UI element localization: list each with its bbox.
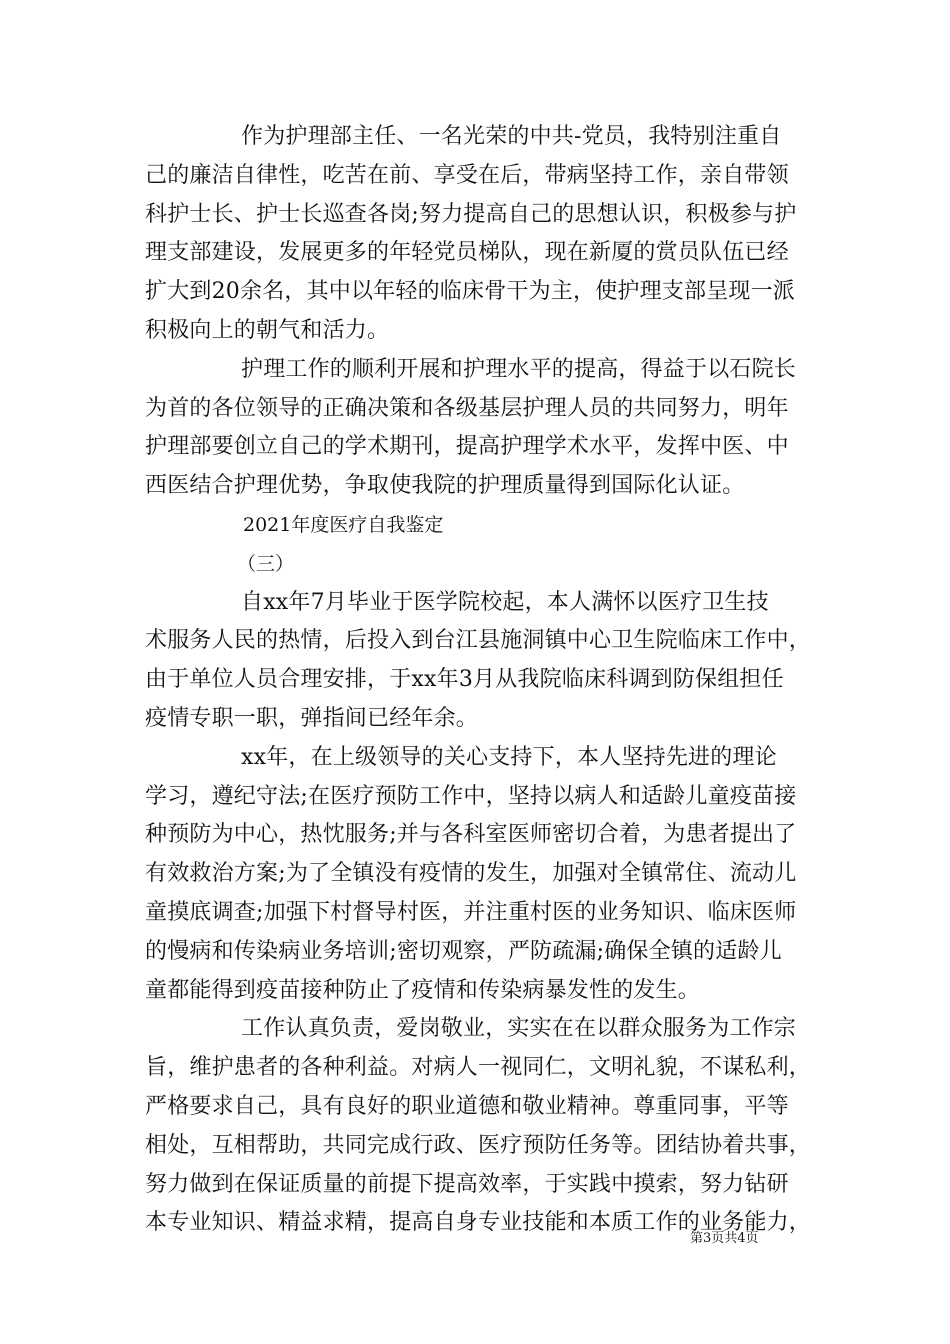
section-number: （三） <box>237 552 295 575</box>
paragraph-graduation: 自xx年7月毕业于医学院校起，本人满怀以医疗卫生技 术服务人民的热情，后投入到台江县施洞镇中心卫生院临床工作中， 由于单位人员合理安排，于xx年3月从我院临床科调到防保组担任 疫情专职一职，弹指间已经年余。 <box>145 589 812 731</box>
paragraph-nursing-work: 护理工作的顺利开展和护理水平的提高，得益于以石院长 为首的各位领导的正确决策和各级基层护理人员的共同努力，明年 护理部要创立自己的学术期刊，提高护理学术水平，发挥中医、中 西医结合护理优势，争取使我院的护理质量得到国际化认证。 <box>145 356 797 499</box>
page-number-footer: 第3页共4页 <box>690 1231 759 1246</box>
section-title: 2021年度医疗自我鉴定 <box>243 513 444 536</box>
paragraph-prevention-work: xx年，在上级领导的关心支持下，本人坚持先进的理论 学习，遵纪守法;在医疗预防工作中，坚持以病人和适龄儿童疫苗接 种预防为中心，热忱服务;并与各科室医师密切合着，为患者提出了 有效救治方案;为了全镇没有疫情的发生，加强对全镇常住、流动儿 童摸底调查;加强下村督导村医，并注重村医的业务知识、临床医师 的慢病和传染病业务培训;密切观察，严防疏漏;确保全镇的适龄儿 童都能得到疫苗接种防止了疫情和传染病暴发性的发生。 <box>145 744 797 1003</box>
paragraph-work-attitude: 工作认真负责，爱岗敬业，实实在在以群众服务为工作宗 旨，维护患者的各种利益。对病人一视同仁，文明礼貌，不谋私利， 严格要求自己，具有良好的职业道德和敬业精神。尊重同事，平等 相处，互相帮助，共同完成行政、医疗预防任务等。团结协着共事， 努力做到在保证质量的前提下提高效率，于实践中摸索，努力钻研 本专业知识、精益求精，提高自身专业技能和本质工作的业务能力， <box>145 1016 812 1236</box>
document-body <box>145 118 827 1243</box>
paragraph-party-member: 作为护理部主任、一名光荣的中共-党员，我特别注重自 己的廉洁自律性，吃苦在前、享受在后，带病坚持工作，亲自带领 科护士长、护士长巡查各岗;努力提高自己的思想认识，积极参与护 理支部建设，发展更多的年轻党员梯队，现在新厦的赏员队伍已经 扩大到20余名，其中以年轻的临床骨干为主，使护理支部呈现一派 积极向上的朝气和活力。 <box>145 124 797 343</box>
